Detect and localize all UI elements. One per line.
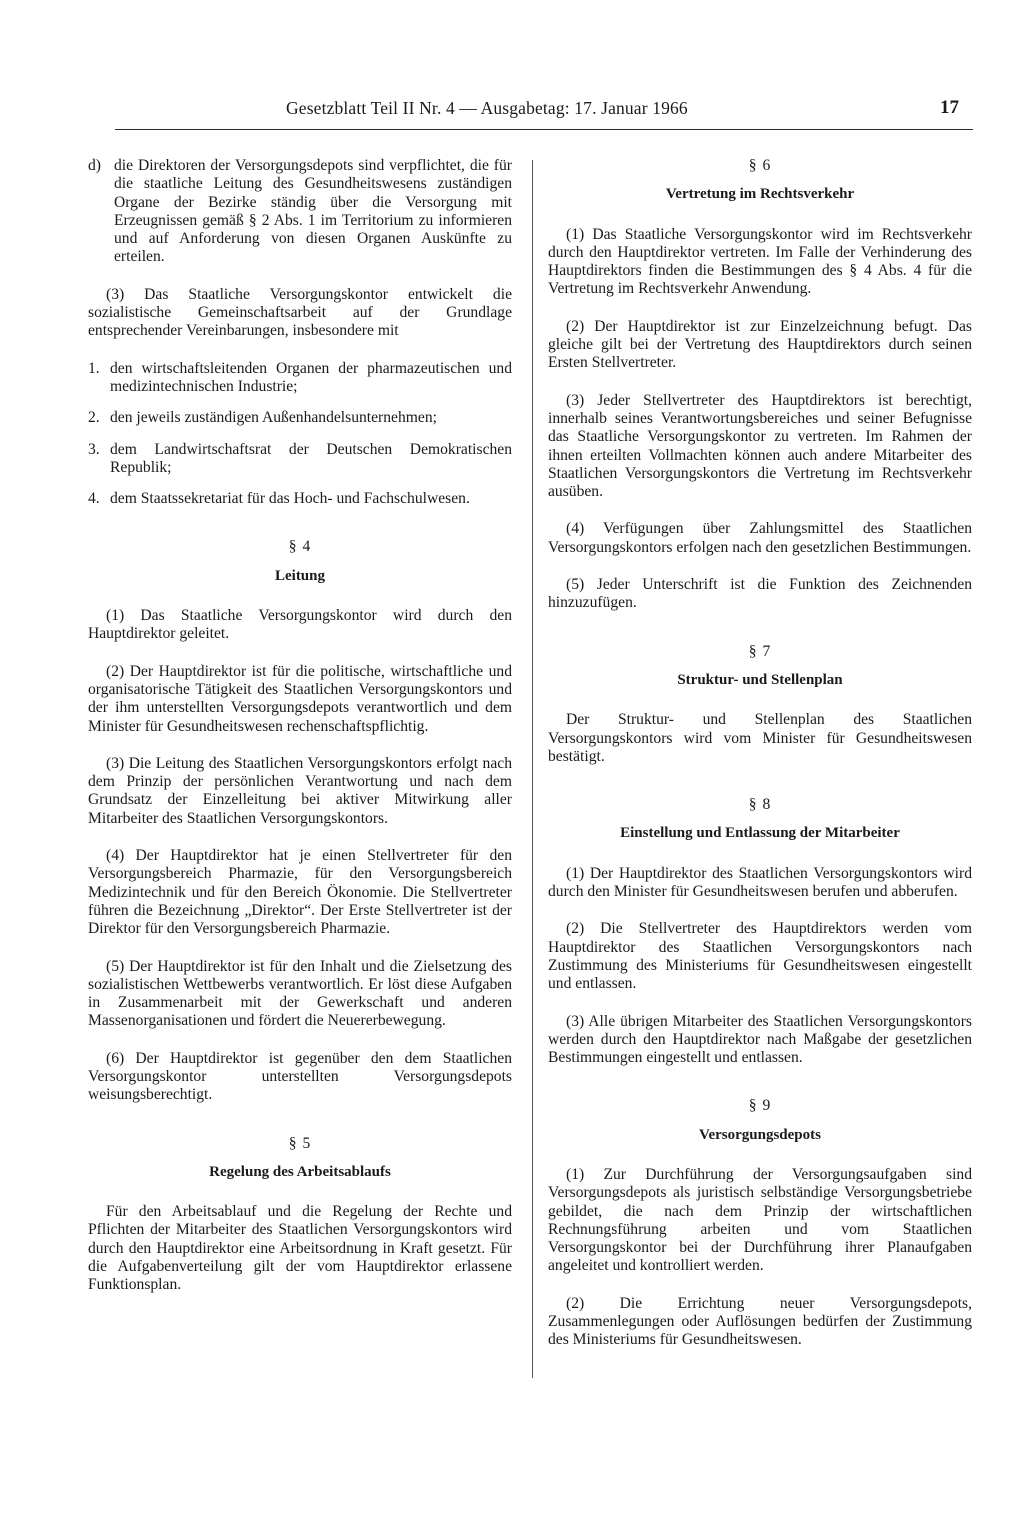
paragraph: (3) Die Leitung des Staatlichen Versorgungskontors erfolgt nach dem Prinzip der persönlichen Verantwortung und nach dem Grundsatz der Einzelleitung bei aktiver Mitwirkung aller Mitarbeiter des Staatlichen Versorgungskontors. xyxy=(88,754,512,827)
section-8-title: Einstellung und Entlassung der Mitarbeiter xyxy=(620,825,900,842)
paragraph: (5) Der Hauptdirektor ist für den Inhalt und die Zielsetzung des sozialistischen Wettbewerbs verantwortlich. Er löst diese Aufgaben in Zusammenarbeit mit der Gewerkschaft und anderen Massenorganisationen und fördert die Neuererbewegung. xyxy=(88,957,512,1030)
left-column xyxy=(88,157,512,1314)
list-item-text: dem Landwirtschaftsrat der Deutschen Demokratischen Republik; xyxy=(110,440,512,476)
section-4-title: Leitung xyxy=(274,567,325,584)
section-4-mark: § 4 xyxy=(288,538,312,556)
list-item-d xyxy=(88,157,512,267)
paragraph: (3) Jeder Stellvertreter des Hauptdirektors ist berechtigt, innerhalb seines Verantwortungsbereiches und seiner Befugnisse das Staatliche Versorgungskontor zu vertreten. Im Rahmen der ihnen erteilten Vollmachten können auch andere Mitarbeiter des Staatlichen Versorgungskontors die Vertretung im Rechtsverkehr ausüben. xyxy=(548,391,972,501)
paragraph: (3) Alle übrigen Mitarbeiter des Staatlichen Versorgungskontors werden durch den Hauptdirektor nach Maßgabe der gesetzlichen Bestimmungen eingestellt und entlassen. xyxy=(548,1012,972,1067)
list-item xyxy=(88,441,512,478)
list-item-number: 2. xyxy=(88,409,100,427)
list-item xyxy=(88,360,512,397)
section-6-title: Vertretung im Rechtsverkehr xyxy=(665,186,855,203)
section-9-title: Versorgungsdepots xyxy=(699,1126,821,1143)
list-item-number: 3. xyxy=(88,440,100,458)
paragraph: (4) Verfügungen über Zahlungsmittel des Staatlichen Versorgungskontors erfolgen nach den gesetzlichen Bestimmungen. xyxy=(548,520,972,556)
paragraph: (2) Der Hauptdirektor ist für die politische, wirtschaftliche und organisatorische Tätigkeit des Staatlichen Versorgungskontors und der ihm unterstellten Versorgungsdepots verantwortlich und dem Minister für Gesundheitswesen rechenschaftspflichtig. xyxy=(88,662,512,735)
paragraph: (1) Das Staatliche Versorgungskontor wird im Rechtsverkehr durch den Hauptdirektor vertreten. Im Falle der Verhinderung des Hauptdirektors finden die Bestimmungen des § 4 Abs. 4 für die Vertretung im Rechtsverkehr Anwendung. xyxy=(548,225,972,298)
paragraph: (6) Der Hauptdirektor ist gegenüber den dem Staatlichen Versorgungskontor unterstellten Versorgungsdepots weisungsberechtigt. xyxy=(88,1049,512,1104)
list-item xyxy=(88,409,512,427)
list-item-text: den wirtschaftsleitenden Organen der pharmazeutischen und medizintechnischen Industrie; xyxy=(110,359,512,395)
paragraph: (1) Zur Durchführung der Versorgungsaufgaben sind Versorgungsdepots als juristisch selbständige Versorgungsbetriebe gebildet, die nach dem Prinzip der wirtschaftlichen Rechnungsführung arbeiten und vom Staatlichen Versorgungskontor bei der Durchführung ihrer Planaufgaben angeleitet und kontrolliert werden. xyxy=(548,1165,972,1275)
section-5-title: Regelung des Arbeitsablaufs xyxy=(209,1163,391,1180)
section-7-mark: § 7 xyxy=(748,642,772,660)
paragraph-3-intro: (3) Das Staatliche Versorgungskontor entwickelt die sozialistische Gemeinschaftsarbeit auf der Grundlage entsprechender Vereinbarungen, insbesondere mit xyxy=(88,285,512,340)
paragraph: Für den Arbeitsablauf und die Regelung der Rechte und Pflichten der Mitarbeiter des Staatlichen Versorgungskontors wird durch den Hauptdirektor eine Arbeitsordnung in Kraft gesetzt. Für die Aufgabenverteilung gilt der vom Hauptdirektor erlassene Funktionsplan. xyxy=(88,1203,512,1294)
paragraph: (1) Das Staatliche Versorgungskontor wird durch den Hauptdirektor geleitet. xyxy=(88,607,512,643)
page-header xyxy=(0,92,1024,132)
column-divider xyxy=(532,160,533,1378)
section-9-mark: § 9 xyxy=(748,1097,772,1115)
paragraph: (2) Die Errichtung neuer Versorgungsdepots, Zusammenlegungen oder Auflösungen bedürfen der Zustimmung des Ministeriums für Gesundheitswesen. xyxy=(548,1294,972,1349)
right-column xyxy=(548,157,972,1369)
paragraph: Der Struktur- und Stellenplan des Staatlichen Versorgungskontors wird vom Minister für Gesundheitswesen bestätigt. xyxy=(548,711,972,765)
paragraph: (5) Jeder Unterschrift ist die Funktion des Zeichnenden hinzuzufügen. xyxy=(548,576,972,612)
section-7-title: Struktur- und Stellenplan xyxy=(677,671,843,688)
paragraph: (2) Der Hauptdirektor ist zur Einzelzeichnung befugt. Das gleiche gilt bei der Vertretung des Hauptdirektors durch seinen Ersten Stellvertreter. xyxy=(548,317,972,372)
paragraph: (2) Die Stellvertreter des Hauptdirektors werden vom Hauptdirektor des Staatlichen Versorgungskontors nach Zustimmung des Ministeriums für Gesundheitswesen eingestellt und entlassen. xyxy=(548,920,972,993)
page-number: 17 xyxy=(940,97,959,118)
section-6-mark: § 6 xyxy=(748,157,772,174)
section-8-mark: § 8 xyxy=(748,796,772,814)
list-item-number: 1. xyxy=(88,359,100,377)
running-header: Gesetzblatt Teil II Nr. 4 — Ausgabetag: 17. Januar 1966 xyxy=(286,98,688,118)
list-item-number: d) xyxy=(88,157,101,174)
paragraph: (4) Der Hauptdirektor hat je einen Stellvertreter für den Versorgungsbereich Pharmazie, für den Versorgungsbereich Medizintechnik und für den Bereich Ökonomie. Die Stellvertreter führen die Bezeichnung „Direktor“. Der Erste Stellvertreter ist der Direktor für den Versorgungsbereich Pharmazie. xyxy=(88,847,512,938)
list-item xyxy=(88,490,512,508)
paragraph: (1) Der Hauptdirektor des Staatlichen Versorgungskontors wird durch den Minister für Gesundheitswesen berufen und abberufen. xyxy=(548,864,972,901)
list-item-text: den jeweils zuständigen Außenhandelsunternehmen; xyxy=(110,409,437,427)
section-5-mark: § 5 xyxy=(288,1134,312,1152)
list-item-number: 4. xyxy=(88,490,100,508)
header-rule xyxy=(115,129,973,130)
list-item-text: dem Staatssekretariat für das Hoch- und Fachschulwesen. xyxy=(110,490,470,508)
list-item-text: die Direktoren der Versorgungsdepots sind verpflichtet, die für die staatliche Leitung des Gesundheitswesens zuständigen Organe der Bezirke ständig über die Versorgung mit Erzeugnissen gemäß § 2 Abs. 1 im Territorium zu informieren und auf Anforderung von diesen Organen Auskünfte zu erteilen. xyxy=(114,157,512,266)
